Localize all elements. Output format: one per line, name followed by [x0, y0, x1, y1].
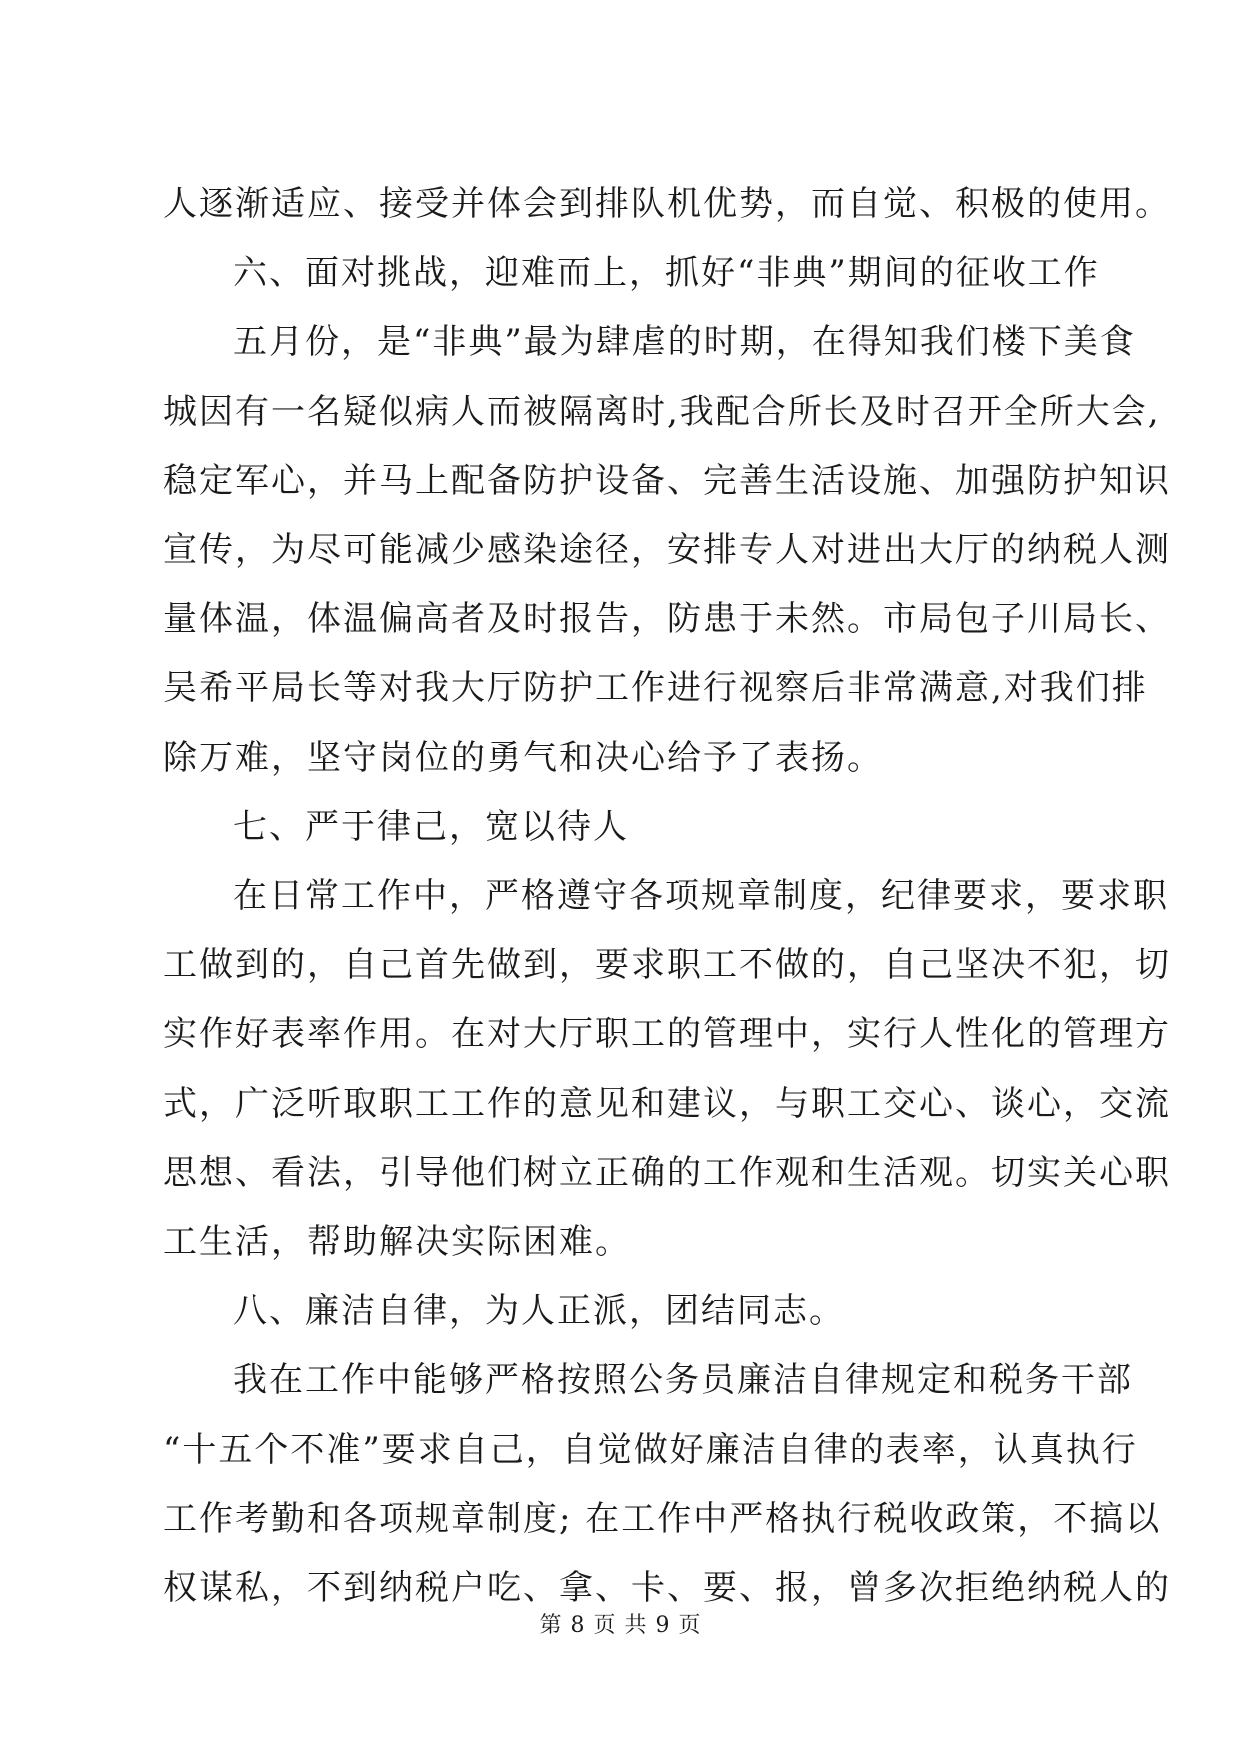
section-heading: 六、面对挑战，迎难而上，抓好“非典”期间的征收工作: [233, 253, 1100, 293]
section-heading: 七、严于律己，宽以待人: [233, 807, 629, 847]
text-line: “十五个不准”要求自己，自觉做好廉洁自律的表率，认真执行: [163, 1430, 1138, 1470]
text-line: 城因有一名疑似病人而被隔离时,我配合所长及时召开全所大会,: [163, 392, 1161, 432]
page-number-footer: 第 8 页 共 9 页: [539, 1613, 702, 1638]
text-line: 宣传，为尽可能减少感染途径，安排专人对进出大厅的纳税人测: [163, 530, 1171, 570]
text-line: 人逐渐适应、接受并体会到排队机优势，而自觉、积极的使用。: [163, 184, 1171, 224]
text-line: 我在工作中能够严格按照公务员廉洁自律规定和税务干部: [233, 1360, 1133, 1400]
text-line: 权谋私，不到纳税户吃、拿、卡、要、报，曾多次拒绝纳税人的: [163, 1568, 1171, 1608]
text-line: 稳定军心，并马上配备防护设备、完善生活设施、加强防护知识: [163, 461, 1171, 501]
text-line: 吴希平局长等对我大厅防护工作进行视察后非常满意,对我们排: [163, 668, 1148, 708]
text-line: 实作好表率作用。在对大厅职工的管理中，实行人性化的管理方: [163, 1014, 1171, 1054]
text-line: 式，广泛听取职工工作的意见和建议，与职工交心、谈心，交流: [163, 1084, 1171, 1124]
section-heading: 八、廉洁自律，为人正派，团结同志。: [233, 1291, 845, 1331]
text-line: 除万难，坚守岗位的勇气和决心给予了表扬。: [163, 738, 883, 778]
text-line: 思想、看法，引导他们树立正确的工作观和生活观。切实关心职: [163, 1153, 1171, 1193]
text-line: 在日常工作中，严格遵守各项规章制度，纪律要求，要求职: [233, 876, 1169, 916]
text-line: 工作考勤和各项规章制度; 在工作中严格执行税收政策，不搞以: [163, 1499, 1162, 1539]
text-line: 五月份，是“非典”最为肆虐的时期，在得知我们楼下美食: [233, 322, 1136, 362]
text-line: 工做到的，自己首先做到，要求职工不做的，自己坚决不犯，切: [163, 945, 1171, 985]
text-line: 工生活，帮助解决实际困难。: [163, 1222, 631, 1262]
text-line: 量体温，体温偏高者及时报告，防患于未然。市局包子川局长、: [163, 599, 1171, 639]
